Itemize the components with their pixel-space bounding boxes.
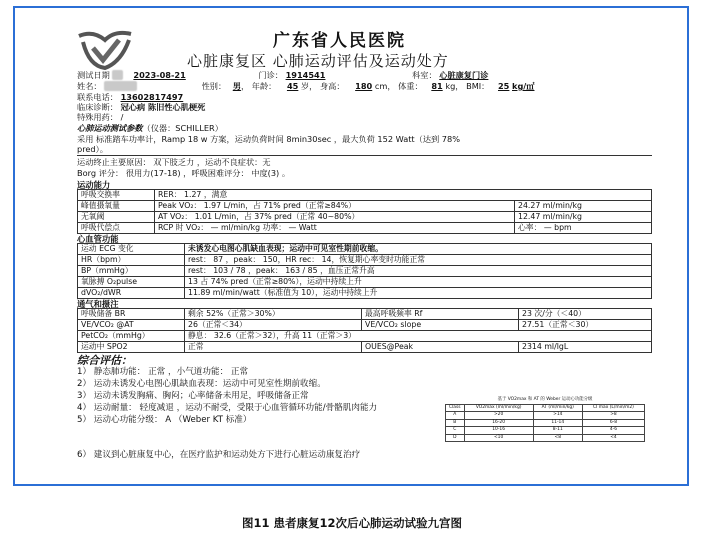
table-row: 峰值摄氧量 Peak VO₂： 1.97 L/min，占 71% pred（正常≥84%） 24.27 ml/min/kg — [78, 201, 652, 212]
diagnosis-row: 临床诊断： 冠心病 陈旧性心肌梗死 — [77, 102, 206, 112]
table-row: 呼吸代偿点 RCP 时 VO₂： — ml/min/kg 功率： — Watt 心率： — bpm — [78, 223, 652, 234]
table-row: C 10-16 8-11 4-6 — [446, 427, 645, 435]
special-drug-row: 特殊用药： / — [77, 112, 124, 122]
report-page — [13, 6, 689, 486]
params-title: 心肺运动测试参数（仪器：SCHILLER） — [77, 123, 223, 133]
conclusion-item-4: 4） 运动耐量： 轻度减退 ，运动不耐受，受限于心血管循环功能/骨骼肌肉能力 — [77, 403, 378, 413]
table-row: A >20 >14 >8 — [446, 412, 645, 420]
protocol-line-1: 采用 标准踏车功率计，Ramp 18 w 方案，运动负荷时间 8min30sec ，最大负荷 152 Watt（达到 78% — [77, 134, 461, 144]
ventilation-table — [77, 308, 652, 353]
table-row: 运动 ECG 变化 未诱发心电图心肌缺血表现；运动中可见室性期前收缩。 — [78, 244, 652, 255]
table-row: 呼吸储备 BR 剩余 52%（正常＞30%） 最高呼吸频率 Rf 23 次/分（＜40） — [78, 309, 652, 320]
hospital-logo — [75, 26, 137, 72]
table-row: PetCO₂（mmHg） 静息： 32.6（正常＞32），升高 11（正常＞3） — [78, 331, 652, 342]
terminate-row: 运动终止主要原因： 双下肢乏力 ，运动不良症状：无 — [77, 157, 271, 167]
figure-caption: 图11 患者康复12次后心肺运动试验九宫图 — [241, 516, 462, 530]
capacity-table — [77, 189, 652, 234]
conclusion-title: 综合评估： — [77, 354, 132, 367]
capacity-title: 运动能力 — [77, 180, 111, 190]
borg-row: Borg 评分： 很用力(17-18) ，呼吸困难评分： 中度(3) 。 — [77, 168, 291, 178]
table-row: D <10 <8 <4 — [446, 434, 645, 442]
weber-class-table: 基于 VO2max 和 AT 的 Weber 运动心功能分级 Class VO2max (ml/min/kg) AT (ml/min/kg) CI max (L/min/m2) A >20 >14 >8 B 16-20 11-14 6-8 C 10-16 8-11 4-6 D <10 <8 <4 — [445, 397, 645, 442]
table-row: 呼吸交换率 RER： 1.27 ，满意 — [78, 190, 652, 201]
cardio-table — [77, 243, 652, 299]
cardio-title: 心血管功能 — [77, 234, 119, 244]
test-date-row: 测试日期 2023-08-21 门诊： 1914541 科室： 心脏康复门诊 — [77, 70, 489, 80]
table-row: dVO₂/dWR 11.89 ml/min/watt（标准值为 10），运动中持续上升 — [78, 288, 652, 299]
patient-row: 姓名： 性别： 男， 年龄： 45 岁， 身高： 180 cm， 体重： 81 kg， BMI： 25 kg/㎡ — [77, 81, 535, 91]
conclusion-item-3: 3） 运动未诱发胸痛、胸闷；心率储备未用足，呼吸储备正常 — [77, 391, 309, 401]
table-row: B 16-20 11-14 6-8 — [446, 419, 645, 427]
conclusion-item-1: 1） 静态肺功能： 正常 ，小气道功能： 正常 — [77, 367, 249, 377]
report-title: 心脏康复区 心肺运动评估及运动处方 — [187, 52, 449, 70]
conclusion-item-2: 2） 运动未诱发心电图心肌缺血表现：运动中可见室性期前收缩。 — [77, 379, 326, 389]
table-row: 氧脉搏 O₂pulse 13 占 74% pred（正常≥80%），运动中持续上升 — [78, 277, 652, 288]
divider — [77, 155, 652, 156]
conclusion-item-6: 6） 建议到心脏康复中心，在医疗监护和运动处方下进行心脏运动康复治疗 — [77, 450, 361, 460]
phone-row: 联系电话： 13602817497 — [77, 92, 184, 102]
table-row: 运动中 SPO2 正常 OUES@Peak 2314 ml/lgL — [78, 342, 652, 353]
conclusion-item-5: 5） 运动心功能分级： A （Weber KT 标准） — [77, 415, 252, 425]
table-row: 无氧阈 AT VO₂： 1.01 L/min，占 37% pred（正常 40~80%） 12.47 ml/min/kg — [78, 212, 652, 223]
table-row: VE/VCO₂ @AT 26（正常＜34） VE/VCO₂ slope 27.51（正常＜30） — [78, 320, 652, 331]
table-row: BP（mmHg） rest： 103 / 78 ，peak： 163 / 85 ，血压正常升高 — [78, 266, 652, 277]
ventilation-title: 通气和摄注 — [77, 299, 119, 309]
table-row: Class VO2max (ml/min/kg) AT (ml/min/kg) CI max (L/min/m2) — [446, 404, 645, 412]
hospital-name: 广东省人民医院 — [273, 31, 406, 51]
table-row: HR（bpm） rest： 87 ，peak： 150，HR rec： 14，恢复期心率变时功能正常 — [78, 255, 652, 266]
protocol-line-2: pred）。 — [77, 144, 108, 154]
